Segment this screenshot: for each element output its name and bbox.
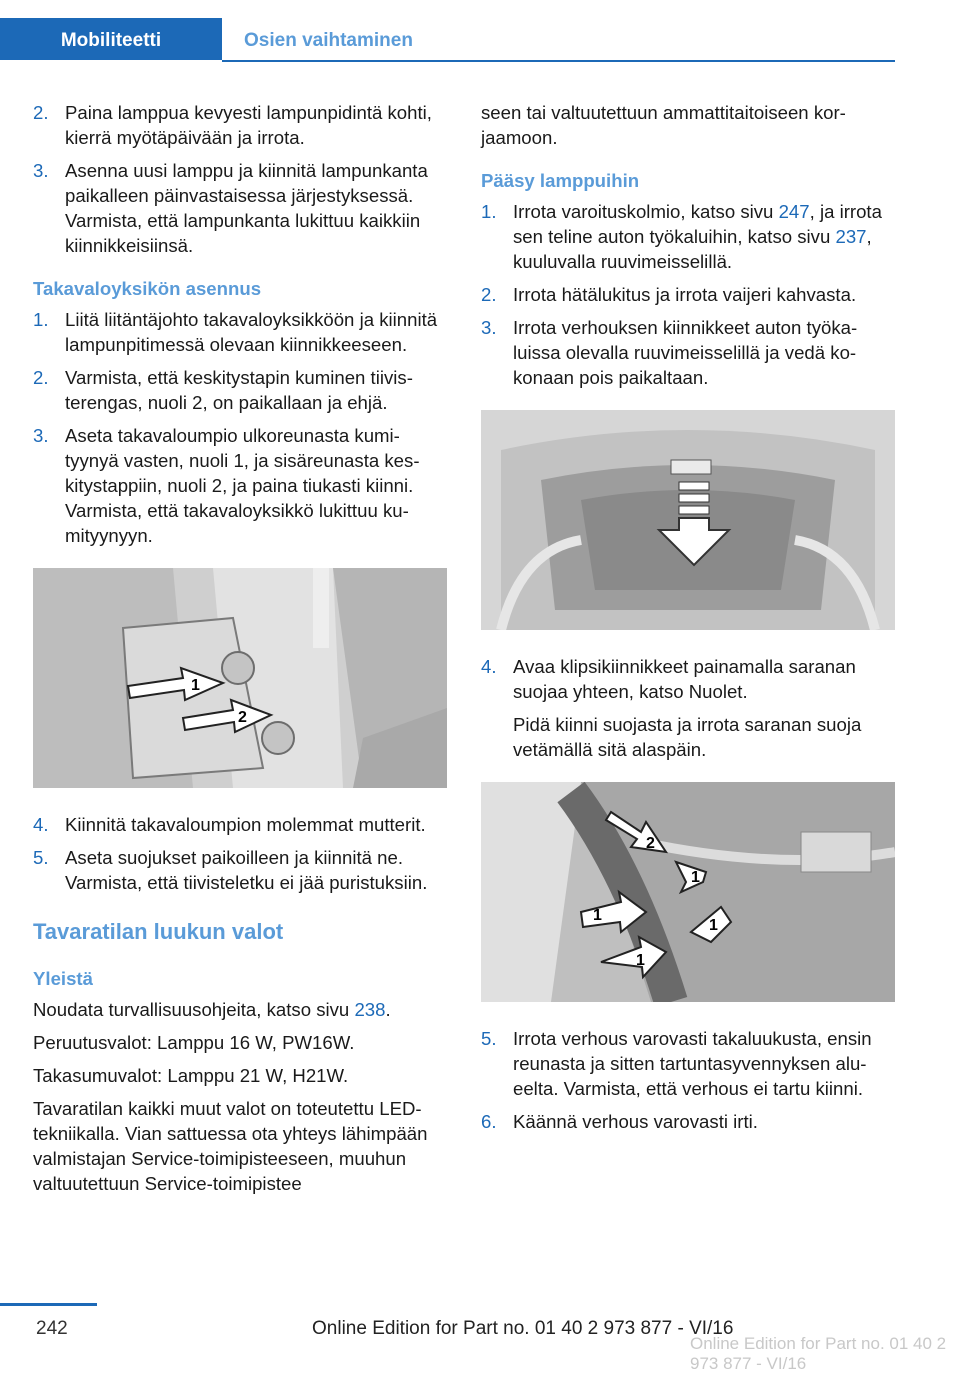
hinge-cover-figure	[481, 782, 895, 1002]
svg-text:2: 2	[646, 835, 655, 852]
right-column	[481, 100, 895, 1142]
taillight-figure	[33, 568, 447, 788]
list-item: 2. Paina lamppua kevyesti lampunpidintä kohti, kierrä myötäpäivään ja irrota.	[33, 102, 432, 148]
reverse-light-spec: Peruutusvalot: Lamppu 16 W, PW16W.	[33, 1032, 355, 1053]
list-item: 2. Irrota hätälukitus ja irrota vaijeri kahvasta.	[481, 284, 857, 305]
section-heading-tavaratilan-luukun-valot: Tavaratilan luukun valot	[33, 919, 284, 944]
tab-underline	[222, 60, 895, 62]
list-item: 2. Varmista, että keskitystapin kuminen tiivisterengas, nuoli 2, on paikallaan ja ehjä.	[33, 367, 413, 413]
list-item: 4. Kiinnitä takavaloumpion molemmat mutterit.	[33, 814, 426, 835]
continued-paragraph: seen tai valtuutettuun ammattitaitoiseen korjaamoon.	[481, 102, 846, 148]
header-tabs	[0, 0, 895, 62]
tab-osien-vaihtaminen[interactable]: Osien vaihtaminen	[222, 18, 895, 60]
list-item: 3. Asenna uusi lamppu ja kiinnitä lampunkanta paikalleen päinvastaisessa järjestyksessä. Varmista, että lampunkanta lukittuu kaikkiin kiinnikkeisiinsä.	[33, 160, 428, 256]
left-column	[33, 100, 447, 1204]
footer-rule	[0, 1303, 97, 1306]
svg-text:1: 1	[691, 869, 700, 886]
list-item: 3. Aseta takavaloumpio ulkoreunasta kumityynyä vasten, nuoli 1, ja sisäreunasta keskitystappiin, nuoli 2, ja paina tiukasti kiinni. Varmista, että takavaloyksikkö lukittuu kumityynyyn.	[33, 425, 420, 546]
list-item: 1. Liitä liitäntäjohto takavaloyksikköön ja kiinnitä lampunpitimessä olevaan kiinnikkeeseen.	[33, 309, 438, 355]
page-link-237[interactable]: 237	[835, 226, 867, 247]
subheading-paasy-lamppuihin: Pääsy lamppuihin	[481, 170, 640, 191]
page-link-238[interactable]: 238	[354, 999, 386, 1020]
svg-text:1: 1	[191, 677, 200, 694]
safety-reference: Noudata turvallisuusohjeita, katso sivu 238.	[33, 999, 391, 1020]
svg-text:1: 1	[593, 907, 602, 924]
rear-fog-spec: Takasumuvalot: Lamppu 21 W, H21W.	[33, 1065, 349, 1086]
list-item: 3. Irrota verhouksen kiinnikkeet auton työkaluissa olevalla ruuvimeisselillä ja vedä kokonaan pois paikaltaan.	[481, 317, 858, 388]
svg-text:2: 2	[238, 709, 247, 726]
svg-text:1: 1	[709, 917, 718, 934]
page-number: 242	[36, 1318, 68, 1339]
subheading-yleista: Yleistä	[33, 968, 93, 989]
list-item: 6. Käännä verhous varovasti irti.	[481, 1111, 758, 1132]
edition-text: Online Edition for Part no. 01 40 2 973 877 - VI/16	[312, 1318, 734, 1339]
list-item: 4. Avaa klipsikiinnikkeet painamalla saranan suojaa yhteen, katso Nuolet. Pidä kiinni suojasta ja irrota saranan suoja vetämällä sitä alaspäin.	[481, 656, 862, 760]
svg-text:1: 1	[636, 952, 645, 969]
list-item: 5. Aseta suojukset paikoilleen ja kiinnitä ne. Varmista, että tiivisteletku ei jää puristuksiin.	[33, 847, 428, 893]
list-item: 5. Irrota verhous varovasti takaluukusta, ensin reunasta ja sitten tartuntasyvennyksen alueelta. Varmista, että verhous ei tartu kiinni.	[481, 1028, 872, 1099]
list-item: 1. Irrota varoituskolmio, katso sivu 247, ja irrota sen teline auton työkaluihin, katso sivu 237, kuuluvalla ruuvimeisselillä.	[481, 201, 882, 272]
page-link-247[interactable]: 247	[778, 201, 810, 222]
trunk-lid-figure	[481, 410, 895, 630]
watermark: Online Edition for Part no. 01 40 2 973 877 - VI/16	[690, 1334, 947, 1373]
tab-mobiliteetti[interactable]: Mobiliteetti	[0, 18, 222, 60]
led-paragraph: Tavaratilan kaikki muut valot on toteutettu LED-tekniikalla. Vian sattuessa ota yhteys lähimpään valmistajan Service-toimipisteeseen, muuhun valtuutettuun Service-toimipistee	[33, 1098, 428, 1194]
subheading-takavaloyksikon-asennus: Takavaloyksikön asennus	[33, 278, 262, 299]
